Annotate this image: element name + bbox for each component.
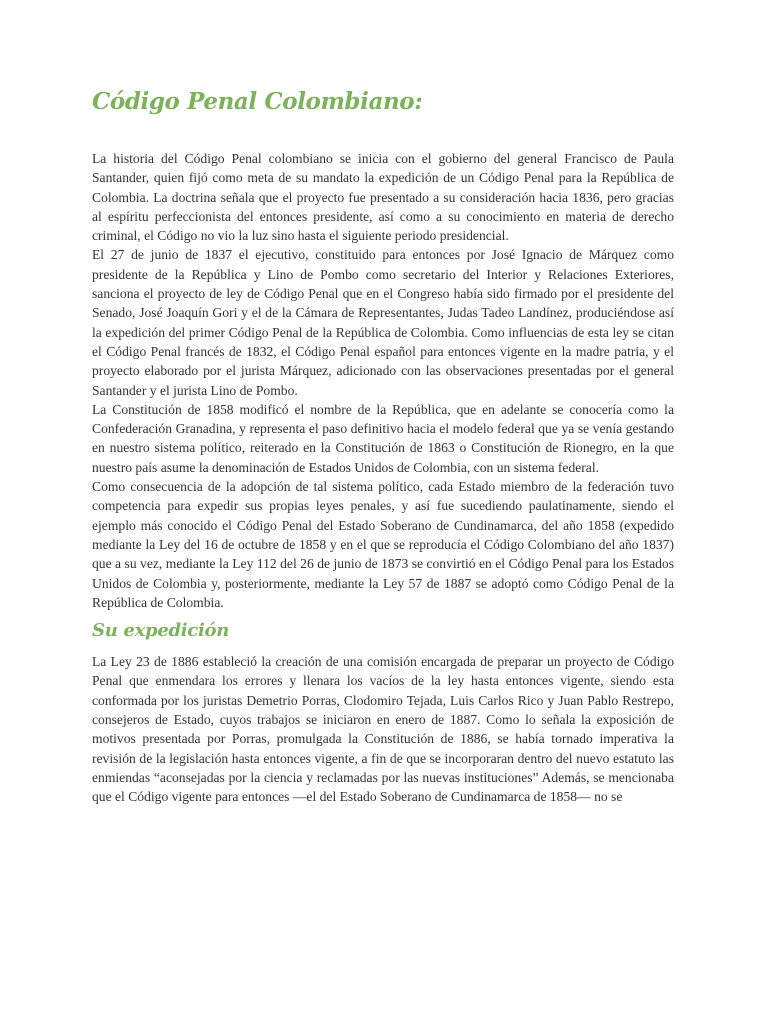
paragraph-1858: La Constitución de 1858 modificó el nombre de la República, que en adelante se conocería como la Confederación Granadina, y representa el paso definitivo hacia el modelo federal que ya se venía gestando en nuestro sistema político, reiterado en la Constitución de 1863 o Constitución de Rionegro, en la que nuestro país asume la denominación de Estados Unidos de Colombia, con un sistema federal. xyxy=(92,401,674,475)
section-heading: Su expedición xyxy=(92,620,229,642)
document-title: Código Penal Colombiano: xyxy=(92,88,423,115)
document-page xyxy=(92,88,674,807)
paragraph-history: La historia del Código Penal colombiano se inicia con el gobierno del general Francisco de Paula Santander, quien fijó como meta de su mandato la expedición de un Código Penal para la República de Colombia. La doctrina señala que el proyecto fue presentado a su consideración hacia 1836, pero gracias al espíritu perfeccionista del entonces presidente, así como a su conocimiento en materia de derecho criminal, el Código no vio la luz sino hasta el siguiente periodo presidencial. xyxy=(92,151,674,244)
paragraph-expedicion: La Ley 23 de 1886 estableció la creación de una comisión encargada de preparar un proyecto de Código Penal que enmendara los errores y llenara los vacíos de la ley hasta entonces vigente, siendo esta conformada por los juristas Demetrio Porras, Clodomiro Tejada, Luis Carlos Rico y Juan Pablo Restrepo, consejeros de Estado, cuyos trabajos se iniciaron en enero de 1887. Como lo señala la exposición de motivos presentada por Porras, promulgada la Constitución de 1886, se había tornado imperativa la revisión de la legislación hasta entonces vigente, a fin de que se incorporaran dentro del nuevo estatuto las enmiendas “aconsejadas por la ciencia y reclamadas por las nuevas instituciones” Además, se mencionaba que el Código vigente para entonces —el del Estado Soberano de Cundinamarca de 1858— no se xyxy=(92,654,674,805)
paragraph-federation: Como consecuencia de la adopción de tal sistema político, cada Estado miembro de la federación tuvo competencia para expedir sus propias leyes penales, y así fue sucediendo paulatinamente, siendo el ejemplo más conocido el Código Penal del Estado Soberano de Cundinamarca, del año 1858 (expedido mediante la Ley del 16 de octubre de 1858 y en el que se reproducía el Código Colombiano del año 1837) que a su vez, mediante la Ley 112 del 26 de junio de 1873 se convirtió en el Código Penal para los Estados Unidos de Colombia y, posteriormente, mediante la Ley 57 de 1887 se adoptó como Código Penal de la República de Colombia. xyxy=(92,479,674,610)
paragraph-1837: El 27 de junio de 1837 el ejecutivo, constituido para entonces por José Ignacio de Márquez como presidente de la República y Lino de Pombo como secretario del Interior y Relaciones Exteriores, sanciona el proyecto de ley de Código Penal que en el Congreso había sido firmado por el presidente del Senado, José Joaquín Gori y el de la Cámara de Representantes, Judas Tadeo Landínez, produciéndose así la expedición del primer Código Penal de la República de Colombia. Como influencias de esta ley se citan el Código Penal francés de 1832, el Código Penal español para entonces vigente en la madre patria, y el proyecto elaborado por el jurista Márquez, adicionado con las observaciones presentadas por el general Santander y el jurista Lino de Pombo. xyxy=(92,247,674,398)
